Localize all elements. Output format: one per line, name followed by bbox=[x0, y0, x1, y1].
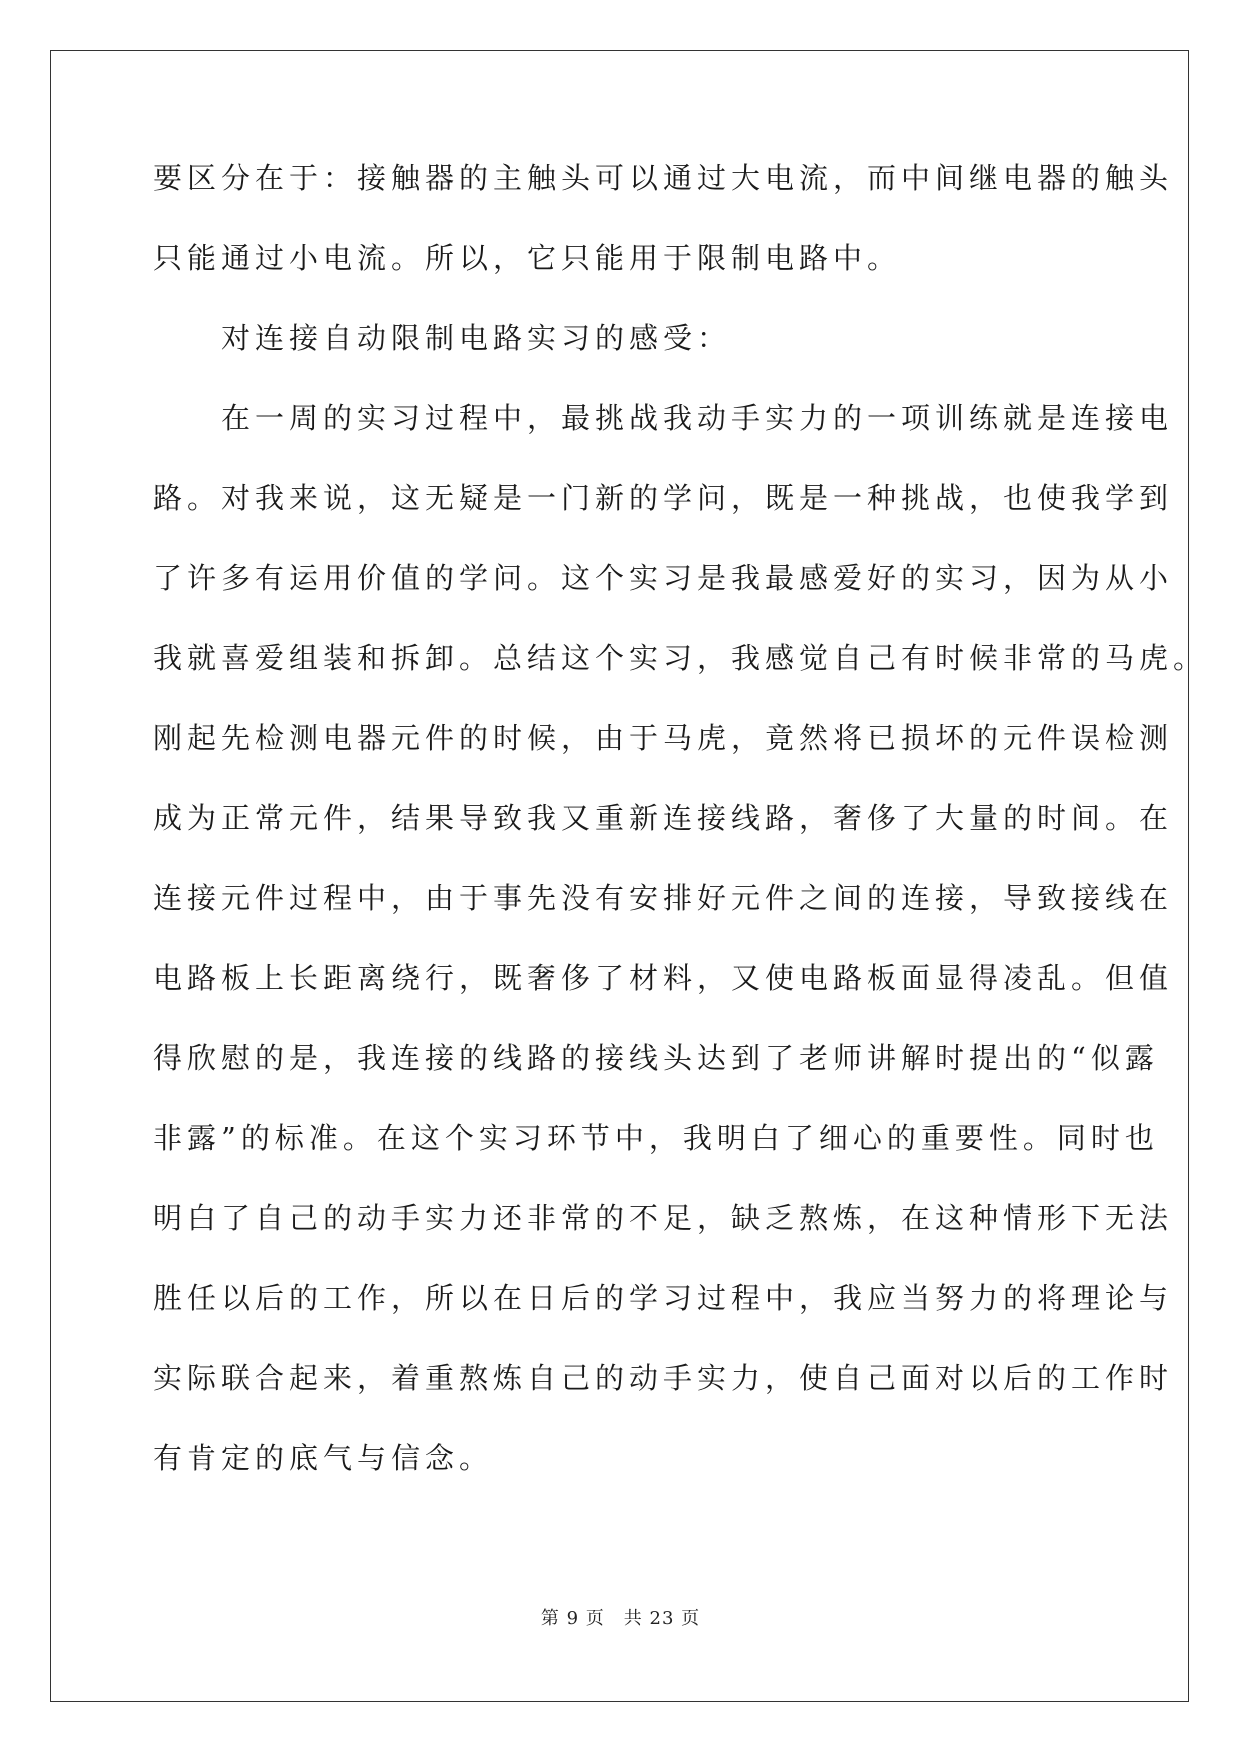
text-line: 实际联合起来，着重熬炼自己的动手实力，使自己面对以后的工作时 bbox=[153, 1361, 1174, 1395]
text-line: 成为正常元件，结果导致我又重新连接线路，奢侈了大量的时间。在 bbox=[153, 801, 1174, 835]
text-line: 非露”的标准。在这个实习环节中，我明白了细心的重要性。同时也 bbox=[153, 1121, 1159, 1155]
text-line: 了许多有运用价值的学问。这个实习是我最感爱好的实习，因为从小 bbox=[153, 561, 1174, 595]
text-line: 只能通过小电流。所以，它只能用于限制电路中。 bbox=[153, 241, 902, 275]
section-heading: 对连接自动限制电路实习的感受： bbox=[153, 321, 732, 355]
page-number-footer: 第 9 页 共 23 页 bbox=[540, 1608, 701, 1629]
text-line: 刚起先检测电器元件的时候，由于马虎，竟然将已损坏的元件误检测 bbox=[153, 721, 1174, 755]
text-line: 路。对我来说，这无疑是一门新的学问，既是一种挑战，也使我学到 bbox=[153, 481, 1174, 515]
text-line: 在一周的实习过程中，最挑战我动手实力的一项训练就是连接电 bbox=[153, 401, 1174, 435]
text-line: 胜任以后的工作，所以在日后的学习过程中，我应当努力的将理论与 bbox=[153, 1281, 1174, 1315]
document-body bbox=[153, 160, 1208, 1520]
text-line: 明白了自己的动手实力还非常的不足，缺乏熬炼，在这种情形下无法 bbox=[153, 1201, 1174, 1235]
text-line: 得欣慰的是，我连接的线路的接线头达到了老师讲解时提出的“似露 bbox=[153, 1041, 1159, 1075]
text-line: 有肯定的底气与信念。 bbox=[153, 1441, 494, 1475]
text-line: 要区分在于：接触器的主触头可以通过大电流，而中间继电器的触头 bbox=[153, 161, 1174, 195]
text-line: 电路板上长距离绕行，既奢侈了材料，又使电路板面显得凌乱。但值 bbox=[153, 961, 1174, 995]
text-line: 我就喜爱组装和拆卸。总结这个实习，我感觉自己有时候非常的马虎。 bbox=[153, 641, 1208, 675]
text-line: 连接元件过程中，由于事先没有安排好元件之间的连接，导致接线在 bbox=[153, 881, 1174, 915]
